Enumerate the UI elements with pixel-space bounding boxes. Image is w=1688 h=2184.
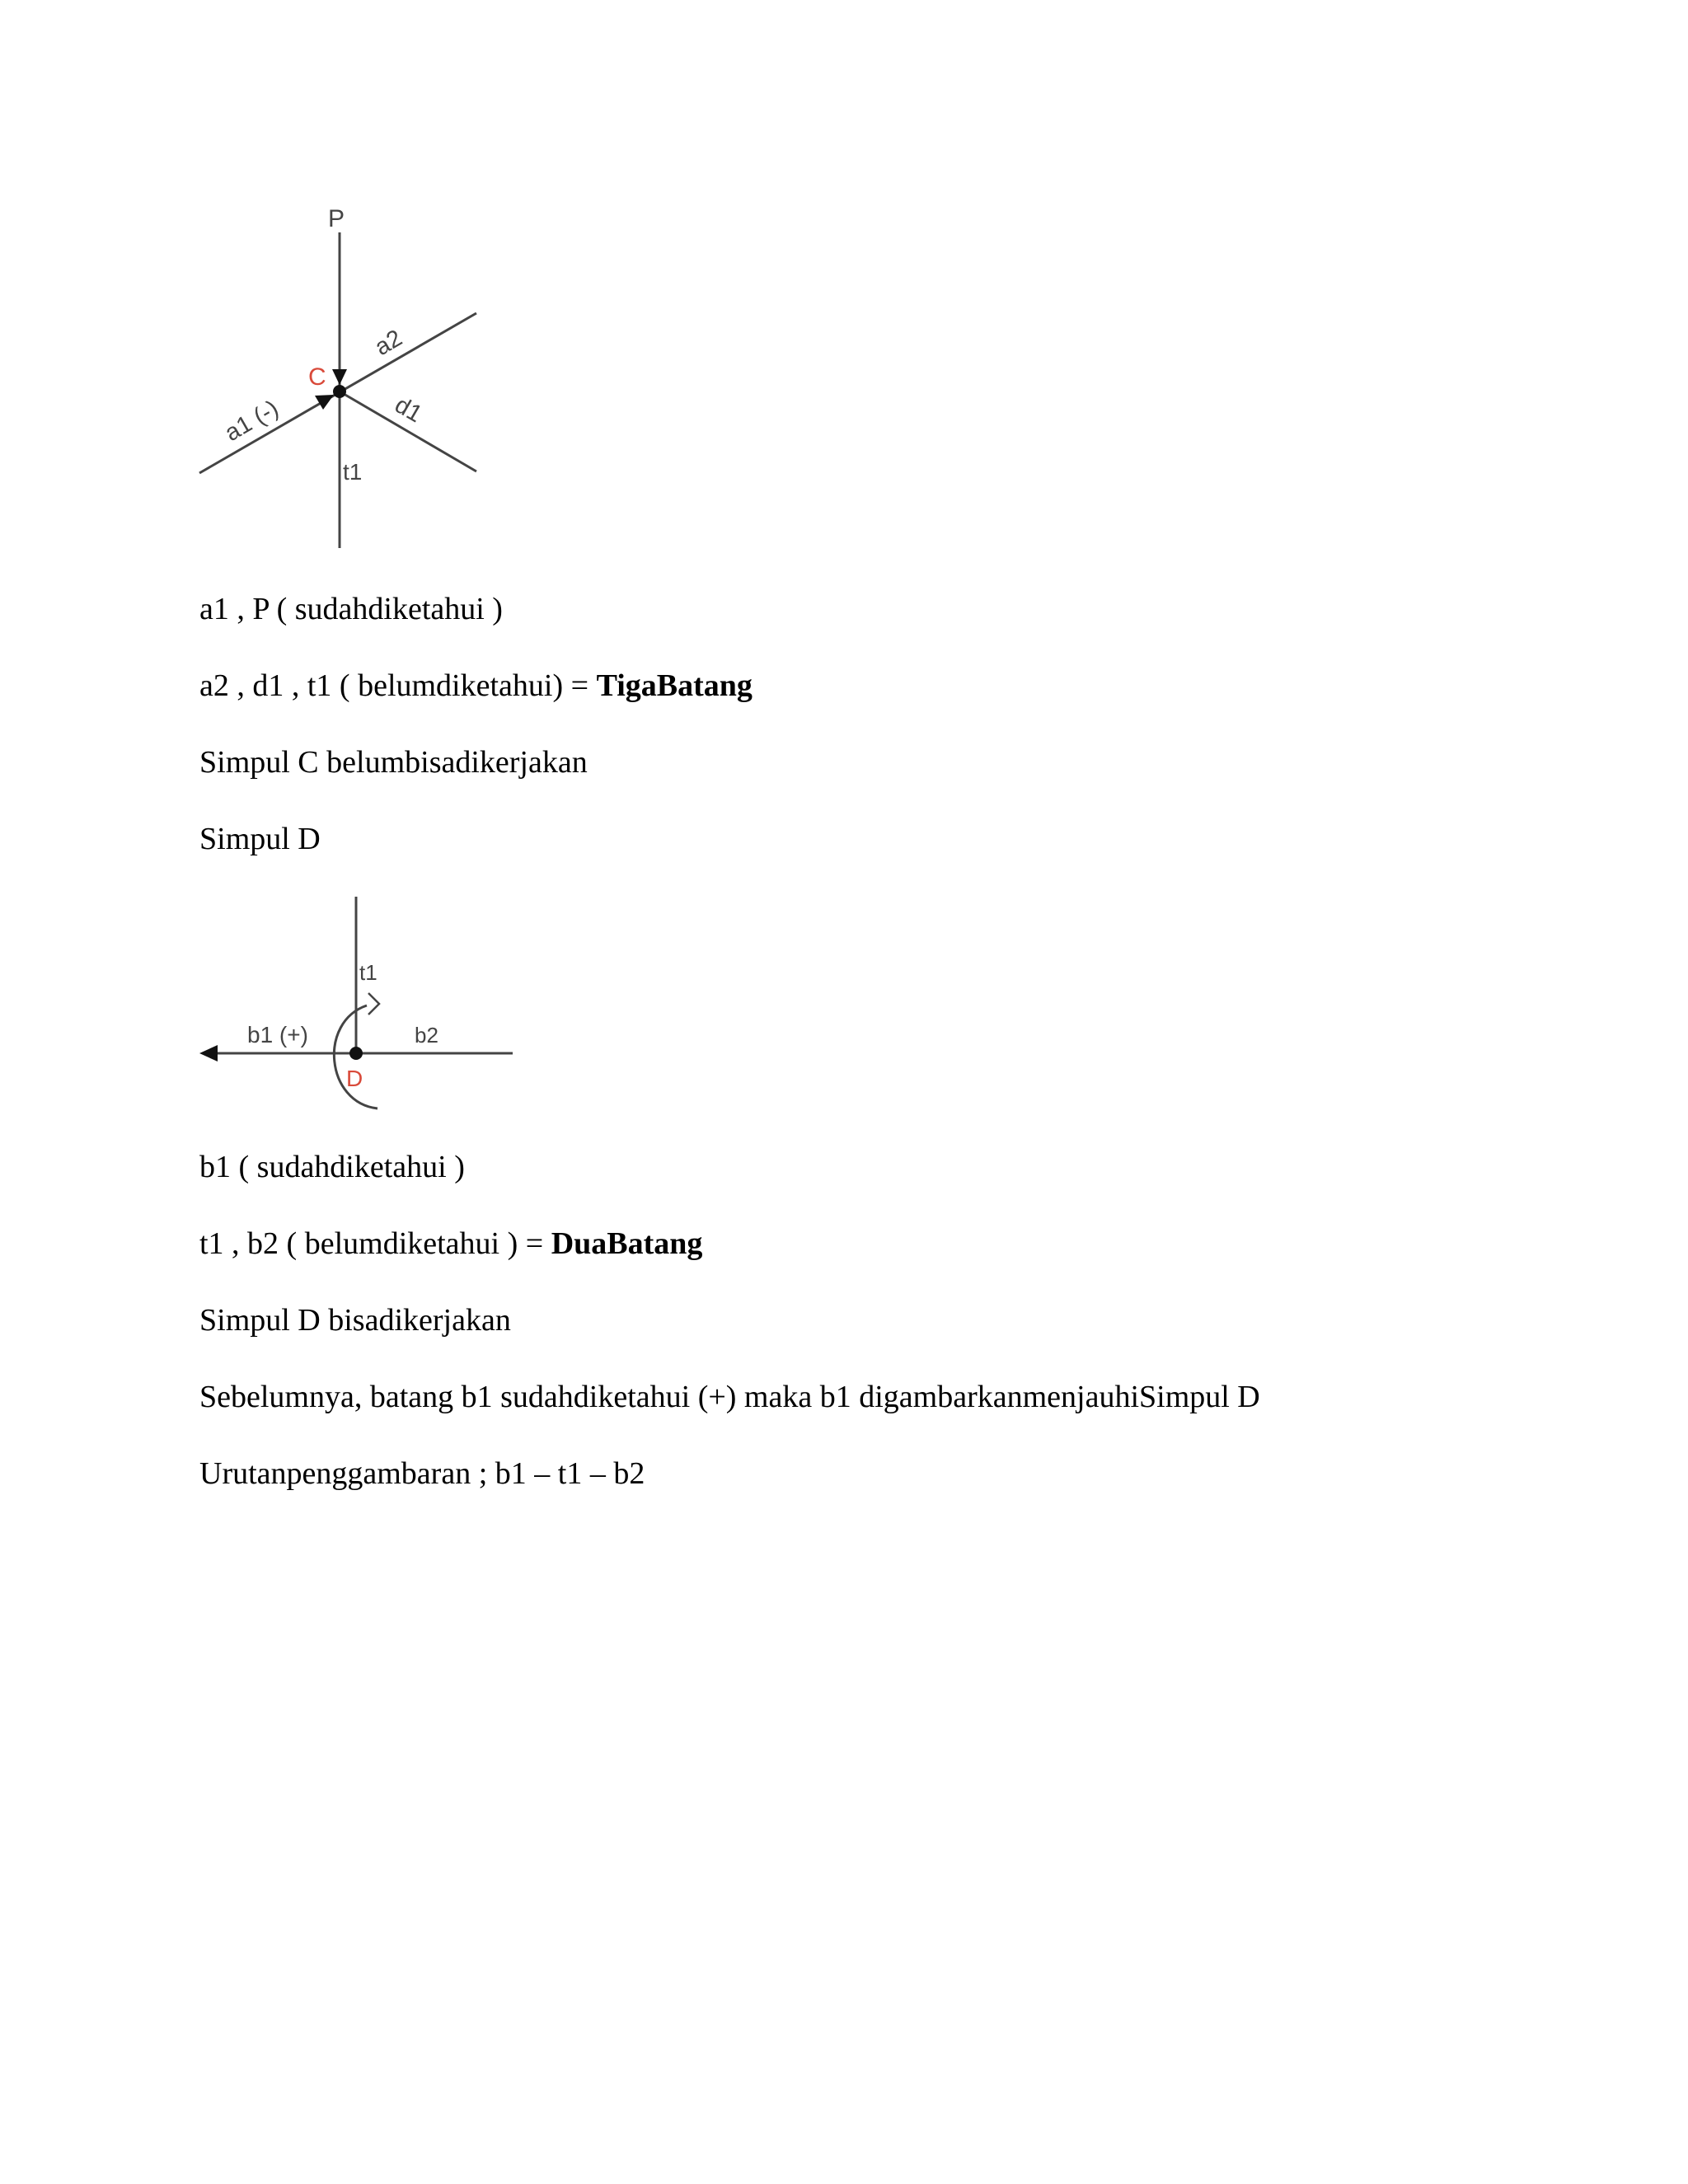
- label-p: P: [328, 205, 345, 232]
- label-a2: a2: [370, 325, 407, 362]
- label-t1: t1: [359, 960, 377, 985]
- rotation-arrow-icon: [368, 993, 379, 1015]
- arrow-down-icon: [332, 369, 347, 385]
- label-node-d: D: [346, 1066, 363, 1091]
- text-line-5: b1 ( sudahdiketahui ): [199, 1150, 465, 1184]
- text-line-6-bold: DuaBatang: [551, 1226, 703, 1261]
- arrow-right-icon: [315, 395, 334, 410]
- node-d-diagram: [194, 890, 523, 1121]
- text-line-6: [199, 1226, 702, 1262]
- label-b1: b1 (+): [247, 1022, 308, 1047]
- text-line-8: Sebelumnya, batang b1 sudahdiketahui (+) maka b1 digambarkanmenjauhiSimpul D: [199, 1380, 1260, 1414]
- label-d1: d1: [390, 391, 427, 429]
- label-node-c: C: [308, 363, 326, 391]
- node-c-dot: [333, 385, 346, 398]
- label-b2: b2: [415, 1023, 438, 1047]
- text-line-9: Urutanpenggambaran ; b1 – t1 – b2: [199, 1456, 645, 1491]
- text-line-7: Simpul D bisadikerjakan: [199, 1303, 511, 1338]
- text-line-4: Simpul D: [199, 822, 321, 856]
- text-line-2: [199, 668, 753, 704]
- label-a1: a1 (-): [220, 395, 284, 448]
- arrow-left-icon: [199, 1045, 218, 1062]
- label-t1: t1: [343, 459, 363, 485]
- node-d-dot: [349, 1047, 363, 1060]
- text-line-1: a1 , P ( sudahdiketahui ): [199, 592, 503, 626]
- text-line-6-prefix: t1 , b2 ( belumdiketahui ) =: [199, 1226, 551, 1261]
- text-line-3: Simpul C belumbisadikerjakan: [199, 745, 588, 780]
- text-line-2-prefix: a2 , d1 , t1 ( belumdiketahui) =: [199, 668, 597, 703]
- node-c-diagram: [194, 198, 490, 560]
- text-line-2-bold: TigaBatang: [596, 668, 753, 703]
